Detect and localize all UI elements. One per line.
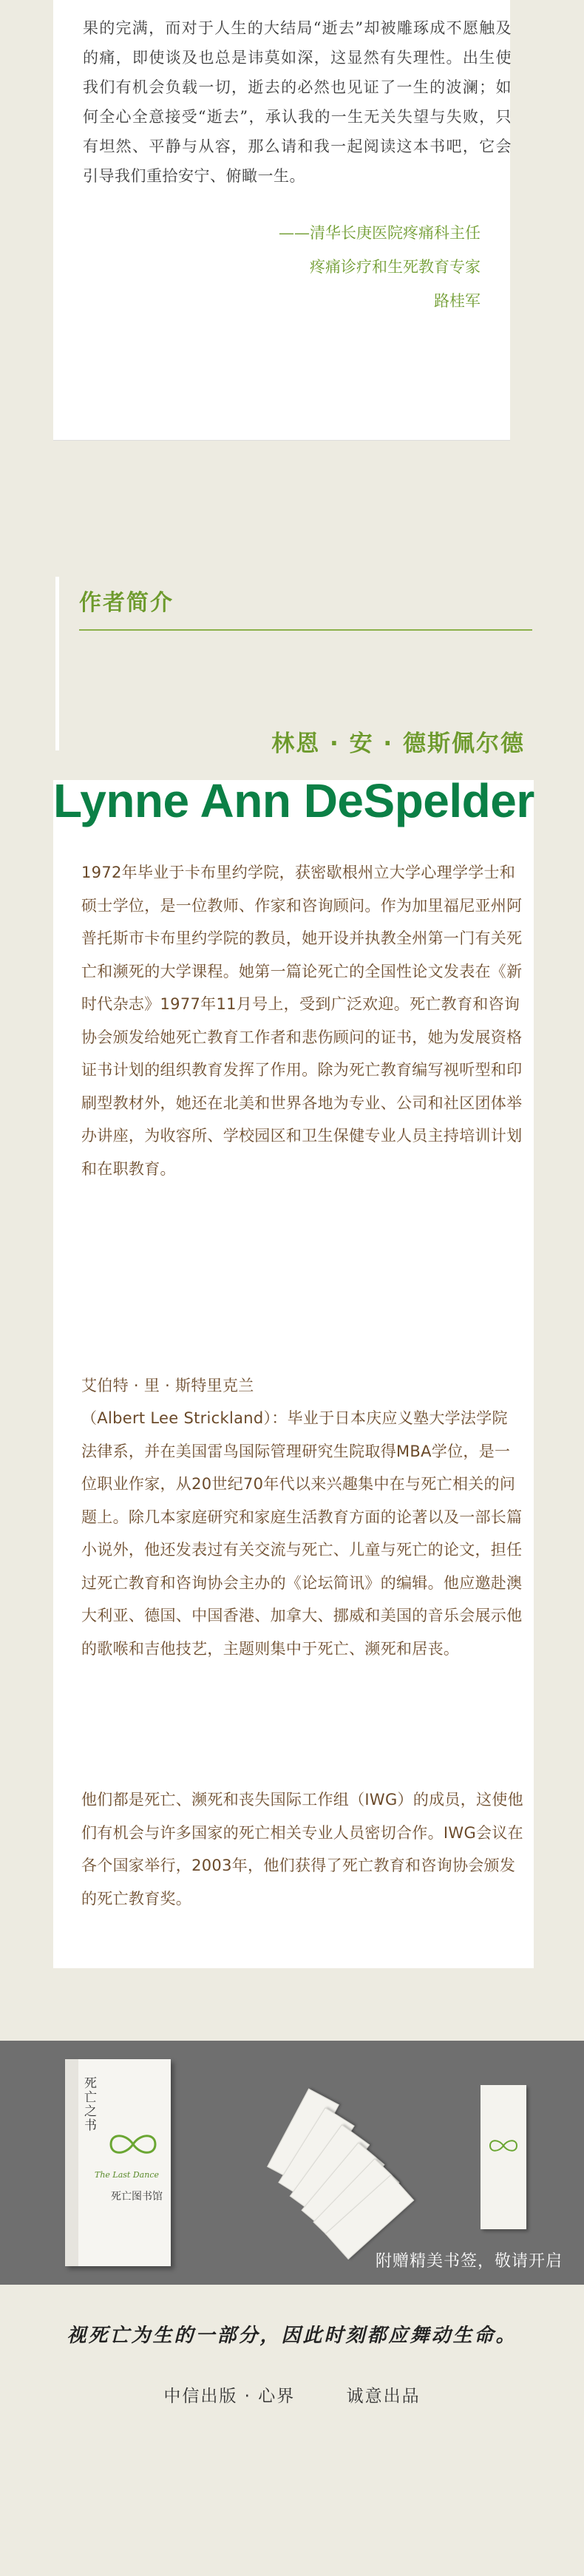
coauthor-name: 艾伯特 · 里 · 斯特里克兰: [81, 1377, 254, 1394]
publisher-line: [0, 2382, 584, 2407]
book-title-vertical: 死亡之书: [84, 2076, 97, 2133]
gift-caption: 附赠精美书签，敬请开启: [376, 2252, 563, 2271]
attribution-line-1: ——清华长庚医院疼痛科主任: [279, 224, 481, 242]
author-name-en: Lynne Ann DeSpelder: [53, 774, 534, 827]
attribution-line-3: 路桂军: [434, 292, 481, 310]
infinity-logo-icon: [103, 2129, 163, 2159]
publisher-name: 中信出版 · 心界: [163, 2387, 296, 2406]
intro-card: [53, 0, 510, 440]
section-title: 作者简介: [79, 590, 174, 616]
book-english-title: The Last Dance: [95, 2170, 159, 2180]
attribution: [279, 216, 481, 318]
author-bio-3: 他们都是死亡、濒死和丧失国际工作组（IWG）的成员，这使他们有机会与许多国家的死亡相关专业人员密切合作。IWG会议在各个国家举行，2003年，他们获得了死亡教育和咨询协会颁发的死亡教育奖。: [81, 1791, 523, 1908]
book-cover-image: [65, 2059, 171, 2266]
intro-text: 果的完满，而对于人生的大结局“逝去”却被雕琢成不愿触及的痛，即使谈及也总是讳莫如深，这显然有失理性。出生使我们有机会负载一切，逝去的必然也见证了一生的波澜；如何全心全意接受“逝去”，承认我的一生无关失望与失败，只有坦然、平静与从容，那么请和我一起阅读这本书吧，它会引导我们重拾安宁、俯瞰一生。: [83, 19, 512, 185]
attribution-line-2: 疼痛诊疗和生死教育专家: [310, 258, 481, 276]
section-divider: [79, 629, 532, 631]
author-bio-1: 1972年毕业于卡布里约学院，获密歇根州立大学心理学学士和硕士学位，是一位教师、作家和咨询顾问。作为加里福尼亚州阿普托斯市卡布里约学院的教员，她开设并执教全州第一门有关死亡和濒死的大学课程。她第一篇论死亡的全国性论文发表在《新时代杂志》1977年11月号上，受到广泛欢迎。死亡教育和咨询协会颁发给她死亡教育工作者和悲伤顾问的证书，她为发展资格证书计划的组织教育发挥了作用。除为死亡教育编写视听型和印刷型教材外，她还在北美和世界各地为专业、公司和社区团体举办讲座，为收容所、学校园区和卫生保健专业人员主持培训计划和在职教育。: [81, 864, 523, 1178]
author-name-cn: 林恩 · 安 · 德斯佩尔德: [271, 731, 525, 757]
author-bio-2: （Albert Lee Strickland）：毕业于日本庆应义塾大学法学院法律系，并在美国雷鸟国际管理研究生院取得MBA学位，是一位职业作家，从20世纪70年代以来兴趣集中在与死亡相关的问题上。除几本家庭研究和家庭生活教育方面的论著以及一部长篇小说外，他还发表过有关交流与死亡、儿童与死亡的论文，担任过死亡教育和咨询协会主办的《论坛简讯》的编辑。他应邀赴澳大利亚、德国、中国香港、加拿大、挪威和美国的音乐会展示他的歌喉和吉他技艺，主题则集中于死亡、濒死和居丧。: [81, 1409, 523, 1658]
bookmark-upright: [481, 2085, 526, 2229]
infinity-logo-icon: [486, 2137, 520, 2155]
section-accent-bar: [55, 577, 59, 750]
book-spine: [65, 2059, 78, 2266]
book-series-title: 死亡图书馆: [111, 2191, 163, 2203]
slogan: 视死亡为生的一部分，因此时刻都应舞动生命。: [67, 2325, 517, 2347]
produced-label: 诚意出品: [346, 2387, 421, 2406]
